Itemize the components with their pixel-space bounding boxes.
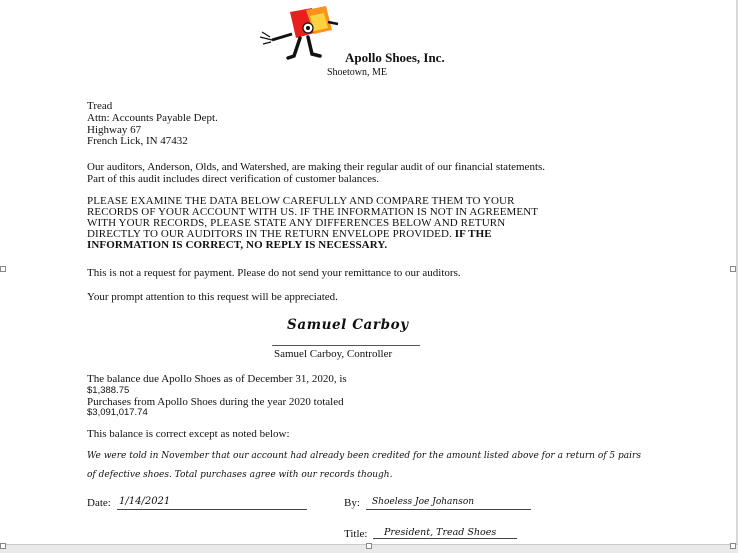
by-label: By: bbox=[344, 497, 360, 509]
paragraph-line: WITH YOUR RECORDS, PLEASE STATE ANY DIFFERENCES BELOW AND RETURN bbox=[87, 217, 506, 229]
paragraph-line: RECORDS OF YOUR ACCOUNT WITH US. IF THE INFORMATION IS NOT IN AGREEMENT bbox=[87, 206, 539, 218]
resize-handle-left[interactable] bbox=[0, 266, 6, 272]
signature-line bbox=[272, 345, 420, 346]
respondent-signature[interactable]: Shoeless Joe Johanson bbox=[372, 497, 475, 507]
not-payment-request-text: This is not a request for payment. Please do not send your remittance to our auditors. bbox=[87, 267, 461, 279]
paragraph-text: DIRECTLY TO OUR AUDITORS IN THE RETURN ENVELOPE PROVIDED. bbox=[87, 228, 455, 240]
respondent-title[interactable]: President, Tread Shoes bbox=[384, 527, 497, 538]
resize-handle-bottom-right[interactable] bbox=[730, 543, 736, 549]
resize-handle-bottom-left[interactable] bbox=[0, 543, 6, 549]
address-line: Highway 67 bbox=[87, 123, 142, 136]
title-field-line bbox=[373, 538, 517, 539]
balance-value: $1,388.75 bbox=[87, 385, 130, 396]
emphasis-text: INFORMATION IS CORRECT, NO REPLY IS NECESSARY. bbox=[87, 239, 388, 251]
instructions-paragraph bbox=[87, 196, 538, 251]
company-location: Shoetown, ME bbox=[327, 67, 387, 78]
balance-correct-label: This balance is correct except as noted below: bbox=[87, 428, 290, 440]
address-line: Attn: Accounts Payable Dept. bbox=[87, 111, 218, 124]
purchases-label: Purchases from Apollo Shoes during the year 2020 totaled bbox=[87, 396, 344, 408]
appreciation-text: Your prompt attention to this request will be appreciated. bbox=[87, 291, 338, 303]
paragraph-line: PLEASE EXAMINE THE DATA BELOW CAREFULLY AND COMPARE THEM TO YOUR bbox=[87, 195, 515, 207]
date-label: Date: bbox=[87, 497, 111, 509]
title-label: Title: bbox=[344, 528, 368, 540]
by-field-line bbox=[366, 509, 531, 510]
logo-sparkle-icon bbox=[260, 32, 272, 44]
address-line: French Lick, IN 47432 bbox=[87, 135, 188, 148]
exception-note-line: of defective shoes. Total purchases agree with our records though. bbox=[87, 470, 393, 480]
resize-handle-bottom[interactable] bbox=[366, 543, 372, 549]
paragraph-line: Our auditors, Anderson, Olds, and Watershed, are making their regular audit of our financial statements. bbox=[87, 161, 546, 173]
resize-handle-right[interactable] bbox=[730, 266, 736, 272]
exception-note-line: We were told in November that our account had already been credited for the amount listed above for a return of 5 pairs bbox=[87, 451, 641, 461]
handwritten-signature: Samuel Carboy bbox=[287, 317, 409, 333]
signer-name: Samuel Carboy, Controller bbox=[274, 348, 393, 360]
paragraph-line bbox=[87, 240, 538, 251]
purchases-value: $3,091,017.74 bbox=[87, 407, 148, 418]
date-field-line bbox=[117, 509, 307, 510]
paragraph-line: Part of this audit includes direct verification of customer balances. bbox=[87, 173, 380, 185]
audit-intro-paragraph bbox=[87, 161, 545, 185]
emphasis-text: IF THE bbox=[454, 228, 492, 240]
date-value[interactable]: 1/14/2021 bbox=[119, 496, 171, 507]
balance-label: The balance due Apollo Shoes as of December 31, 2020, is bbox=[87, 373, 347, 385]
company-name: Apollo Shoes, Inc. bbox=[345, 50, 445, 65]
apollo-shoes-logo bbox=[258, 4, 348, 64]
recipient-address bbox=[87, 101, 218, 148]
address-line: Tread bbox=[87, 100, 113, 112]
